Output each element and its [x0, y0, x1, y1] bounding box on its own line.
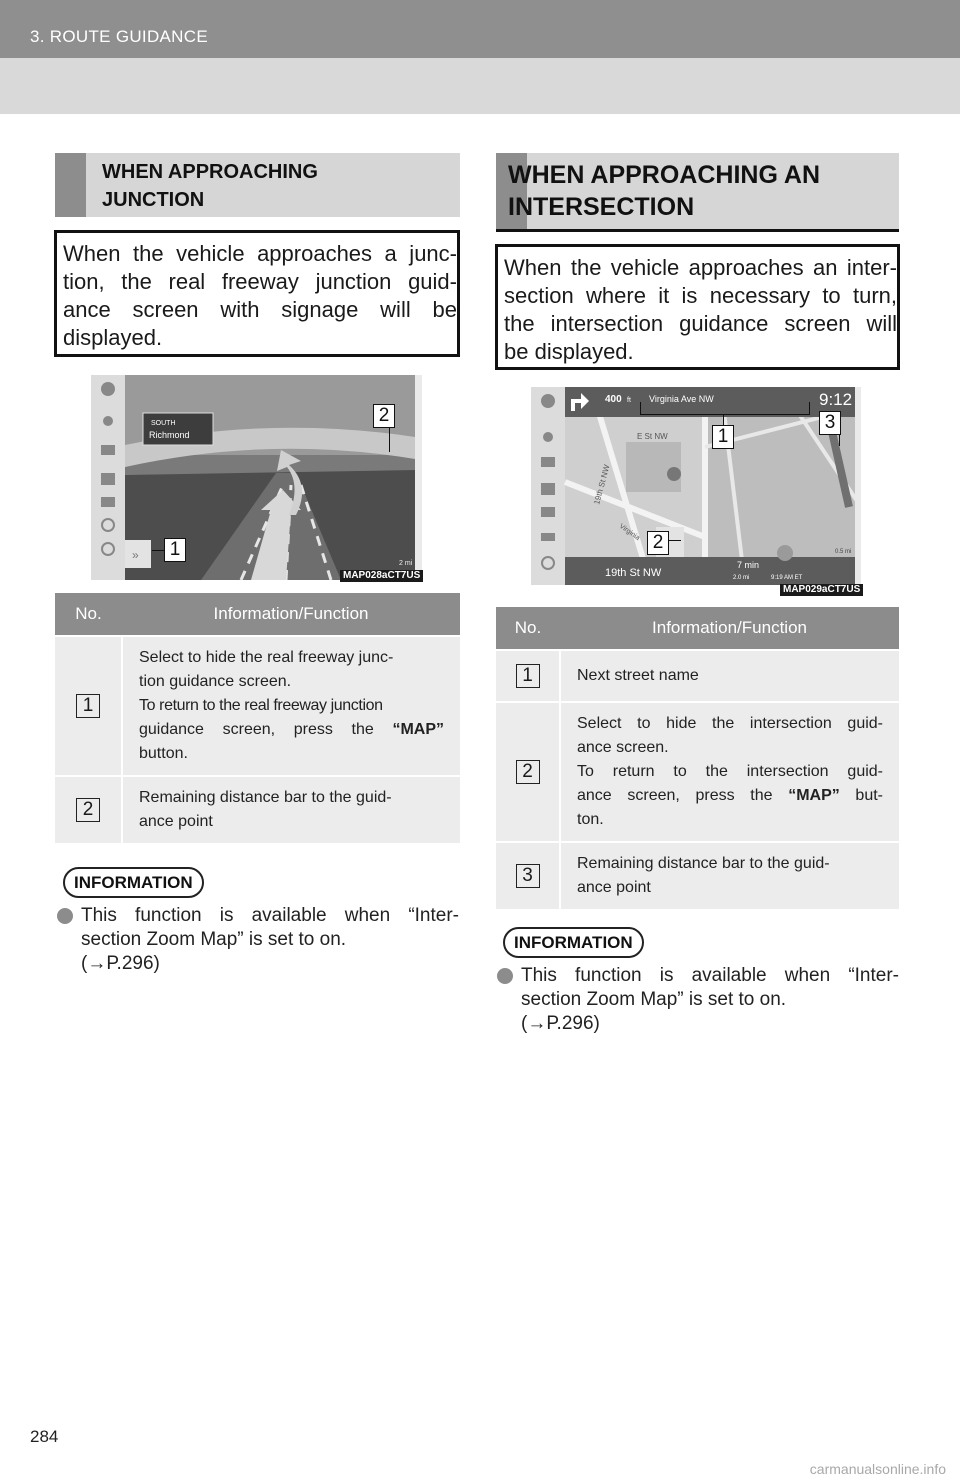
left-intro-box	[54, 230, 460, 357]
left-callout-2-line	[389, 424, 390, 452]
page-number: 284	[30, 1427, 59, 1446]
fig-street-name: Virginia Ave NW	[649, 394, 714, 404]
table-row-number: 1	[516, 664, 540, 688]
sign-main-text: Richmond	[149, 430, 190, 440]
fig-e-st: E St NW	[637, 432, 668, 441]
table-row-number: 2	[516, 760, 540, 784]
right-heading-line2: INTERSECTION	[508, 193, 695, 221]
fig-virginia: Virginia	[617, 522, 641, 542]
section-title: 3. ROUTE GUIDANCE	[30, 27, 208, 46]
left-intro-line: ance screen with signage will be	[63, 297, 457, 322]
table-row: Next street name	[560, 650, 899, 702]
left-table-header-no: No.	[55, 593, 122, 636]
right-table-header-no: No.	[496, 607, 560, 650]
right-intro-line: When the vehicle approaches an inter-	[504, 255, 897, 280]
fig-eta-mi: 2.0 mi	[733, 575, 750, 581]
fig-eta-min: 7 min	[737, 560, 760, 570]
left-intro-line: tion, the real freeway junction guid-	[63, 269, 457, 294]
fig-scale: 0.5 mi	[835, 549, 852, 555]
fig-distance-unit: ft	[627, 397, 631, 404]
right-intro-line: section where it is necessary to turn,	[504, 283, 897, 308]
right-callout-3: 3	[819, 411, 841, 435]
left-callout-2: 2	[373, 404, 395, 428]
table-row: Remaining distance bar to the guid- ance point	[560, 842, 899, 909]
left-heading-line2: JUNCTION	[102, 189, 205, 211]
fig-distance: 400	[605, 394, 622, 405]
page-header-bar	[0, 0, 960, 58]
right-info-table	[496, 607, 899, 909]
page-header-band	[0, 58, 960, 114]
intersection-guidance-screenshot	[531, 387, 861, 585]
table-row: Remaining distance bar to the guid- ance point	[122, 776, 460, 843]
left-figure-caption: MAP028aCT7US	[340, 570, 423, 582]
left-section-heading	[55, 153, 460, 217]
fig-eta-clock: 9:19 AM ET	[771, 575, 803, 581]
right-section-heading	[496, 153, 899, 232]
table-row-number: 2	[76, 798, 100, 822]
table-row-number: 1	[76, 694, 100, 718]
left-intro-line: When the vehicle approaches a junc-	[63, 241, 457, 266]
left-callout-1: 1	[164, 538, 186, 562]
right-intro-line: the intersection guidance screen will	[504, 311, 897, 336]
right-information-badge: INFORMATION	[503, 927, 644, 958]
table-row-number: 3	[516, 864, 540, 888]
fig-19th-vertical: 19th St NW	[592, 463, 612, 506]
right-info-bullet: This function is available when “Inter- section Zoom Map” is set to on. (→P.296)	[497, 964, 899, 1044]
left-intro-line: displayed.	[63, 325, 163, 350]
watermark: carmanualsonline.info	[809, 1461, 946, 1477]
right-intro-box	[495, 244, 900, 370]
right-callout-2-line	[669, 540, 681, 541]
left-heading-line1: WHEN APPROACHING	[102, 161, 318, 183]
sign-top-text: SOUTH	[151, 420, 176, 427]
right-table-header-info: Information/Function	[560, 607, 899, 650]
right-intro-line: be displayed.	[504, 339, 634, 364]
fig-bottom-street: 19th St NW	[605, 567, 662, 579]
left-information-badge: INFORMATION	[63, 867, 204, 898]
right-callout-1: 1	[712, 425, 734, 449]
junction-distance: 2 mi	[399, 560, 413, 567]
left-info-bullet: This function is available when “Inter- section Zoom Map” is set to on. (→P.296)	[57, 904, 459, 984]
right-callout-1-line	[640, 402, 810, 415]
svg-text:»: »	[132, 548, 139, 562]
right-heading-line1: WHEN APPROACHING AN	[508, 161, 821, 189]
right-figure-caption: MAP029aCT7US	[780, 584, 863, 596]
left-table-header-info: Information/Function	[122, 593, 460, 636]
right-callout-2: 2	[647, 531, 669, 555]
table-row: Select to hide the real freeway junc- tion guidance screen. To return to the real freeway junction guidance screen, press the “MAP” button.	[122, 636, 460, 776]
left-info-table	[55, 593, 460, 843]
table-row: Select to hide the intersection guid- ance screen. To return to the intersection guid- ance screen, press the “MAP” but- ton.	[560, 702, 899, 842]
fig-clock: 9:12	[819, 390, 853, 409]
